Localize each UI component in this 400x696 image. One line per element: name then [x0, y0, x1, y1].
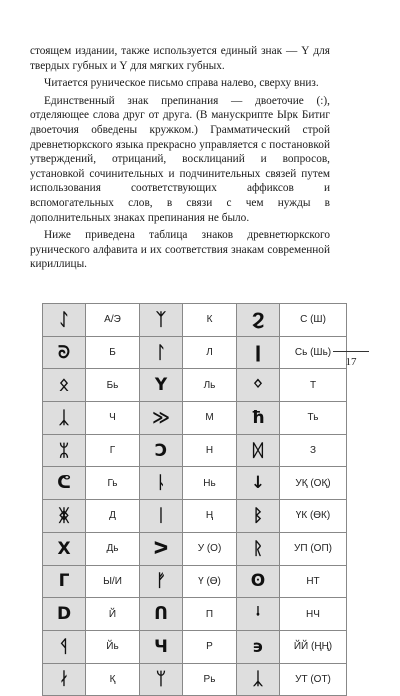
- rune-glyph: Ϩ: [237, 304, 280, 337]
- cyrillic-equivalent: П: [183, 598, 237, 631]
- table-row: [43, 402, 347, 435]
- cyrillic-equivalent: Б: [86, 336, 140, 369]
- cyrillic-equivalent: С (Ш): [280, 304, 347, 337]
- cyrillic-equivalent: Сь (Шь): [280, 336, 347, 369]
- cyrillic-equivalent: Бь: [86, 369, 140, 402]
- cyrillic-equivalent: Ль: [183, 369, 237, 402]
- rune-glyph: ϶: [237, 630, 280, 663]
- rune-glyph: ᕦ: [43, 467, 86, 500]
- cyrillic-equivalent: ҮК (ӨК): [280, 500, 347, 533]
- rune-glyph: ᛒ: [237, 500, 280, 533]
- cyrillic-equivalent: Ү (Ө): [183, 565, 237, 598]
- cyrillic-equivalent: З: [280, 434, 347, 467]
- table-row: [43, 369, 347, 402]
- page-number: 17: [333, 351, 369, 368]
- rune-glyph: ᛉ: [140, 304, 183, 337]
- rune-glyph: ᛘ: [140, 663, 183, 696]
- cyrillic-equivalent: Қ: [86, 663, 140, 696]
- cyrillic-equivalent: А/Э: [86, 304, 140, 337]
- rune-glyph: ᚱ: [237, 532, 280, 565]
- table-row: [43, 663, 347, 696]
- cyrillic-equivalent: Гь: [86, 467, 140, 500]
- rune-glyph: ᛁ: [140, 500, 183, 533]
- rune-glyph: Y: [140, 369, 183, 402]
- paragraph: Ниже приведена таблица знаков древнетюркского рунического алфавита и их соответствия знакам современной кириллицы.: [30, 229, 330, 271]
- cyrillic-equivalent: Дь: [86, 532, 140, 565]
- table-row: [43, 467, 347, 500]
- rune-table-body: [43, 304, 347, 696]
- rune-glyph: ᑎ: [140, 598, 183, 631]
- cyrillic-equivalent: УТ (ОТ): [280, 663, 347, 696]
- cyrillic-equivalent: М: [183, 402, 237, 435]
- body-text: [30, 44, 330, 275]
- rune-glyph: ǀ: [237, 336, 280, 369]
- cyrillic-equivalent: У (О): [183, 532, 237, 565]
- rune-glyph: ᚠ: [140, 565, 183, 598]
- cyrillic-equivalent: Рь: [183, 663, 237, 696]
- paragraph: Единственный знак препинания — двоеточие (:), отделяющее слова друг от друга. (В манускрипте Ырк Битиг двоеточия обведены кружком.) Грамматический строй древнетюркского языка прекрасно управляется с постановкой утверждений, отрицаний, восклицаний и вопросов, установкой сочинительных и подчинительных связей путем использования соответствующих аффиксов и вспомогательных слов, в связи с чем нужды в дополнительных знаках препинания не было.: [30, 94, 330, 224]
- table-row: [43, 304, 347, 337]
- cyrillic-equivalent: Л: [183, 336, 237, 369]
- rune-glyph: ᛣ: [43, 402, 86, 435]
- cyrillic-equivalent: ЙЙ (ҢҢ): [280, 630, 347, 663]
- table-row: [43, 598, 347, 631]
- rune-glyph: Ↄ: [140, 434, 183, 467]
- rune-glyph: ᛩ: [43, 630, 86, 663]
- rune-glyph: ᛜ: [237, 369, 280, 402]
- table-row: [43, 565, 347, 598]
- rune-glyph: ≫: [140, 402, 183, 435]
- cyrillic-equivalent: УП (ОП): [280, 532, 347, 565]
- cyrillic-equivalent: НЧ: [280, 598, 347, 631]
- table-row: [43, 500, 347, 533]
- rune-glyph: ↓: [237, 467, 280, 500]
- cyrillic-equivalent: Г: [86, 434, 140, 467]
- rune-glyph: ᐳ: [140, 532, 183, 565]
- paragraph: Читается руническое письмо справа налево, сверху вниз.: [44, 77, 319, 90]
- cyrillic-equivalent: НТ: [280, 565, 347, 598]
- cyrillic-equivalent: Й: [86, 598, 140, 631]
- rune-glyph: ᛣ: [237, 663, 280, 696]
- cyrillic-equivalent: Нь: [183, 467, 237, 500]
- rune-glyph: ᛅ: [43, 663, 86, 696]
- table-row: [43, 336, 347, 369]
- cyrillic-equivalent: Р: [183, 630, 237, 663]
- rune-glyph: ᛯ: [43, 434, 86, 467]
- cyrillic-equivalent: Йь: [86, 630, 140, 663]
- rune-glyph: ᛍ: [237, 598, 280, 631]
- paragraph: стоящем издании, также используется единый знак — Ү для твердых губных и Ү для мягких губных.: [30, 45, 330, 72]
- rune-alphabet-table: [42, 303, 347, 696]
- cyrillic-equivalent: К: [183, 304, 237, 337]
- rune-glyph: ᛤ: [43, 500, 86, 533]
- rune-glyph: ʘ: [237, 565, 280, 598]
- rune-glyph: ħ: [237, 402, 280, 435]
- cyrillic-equivalent: Ч: [86, 402, 140, 435]
- rune-glyph: Γ: [43, 565, 86, 598]
- rune-glyph: ᛚ: [140, 336, 183, 369]
- cyrillic-equivalent: Ы/И: [86, 565, 140, 598]
- table-row: [43, 434, 347, 467]
- rune-glyph: Ч: [140, 630, 183, 663]
- table-row: [43, 630, 347, 663]
- cyrillic-equivalent: УҚ (ОҚ): [280, 467, 347, 500]
- rune-glyph: X: [43, 532, 86, 565]
- cyrillic-equivalent: Н: [183, 434, 237, 467]
- cyrillic-equivalent: Ң: [183, 500, 237, 533]
- table-row: [43, 532, 347, 565]
- rune-glyph: ᚿ: [140, 467, 183, 500]
- cyrillic-equivalent: Т: [280, 369, 347, 402]
- rune-glyph: ᛟ: [43, 369, 86, 402]
- rune-glyph: ᘐ: [43, 336, 86, 369]
- cyrillic-equivalent: Д: [86, 500, 140, 533]
- rune-glyph: ᛞ: [237, 434, 280, 467]
- rune-glyph: D: [43, 598, 86, 631]
- cyrillic-equivalent: Ть: [280, 402, 347, 435]
- rune-glyph: ᛇ: [43, 304, 86, 337]
